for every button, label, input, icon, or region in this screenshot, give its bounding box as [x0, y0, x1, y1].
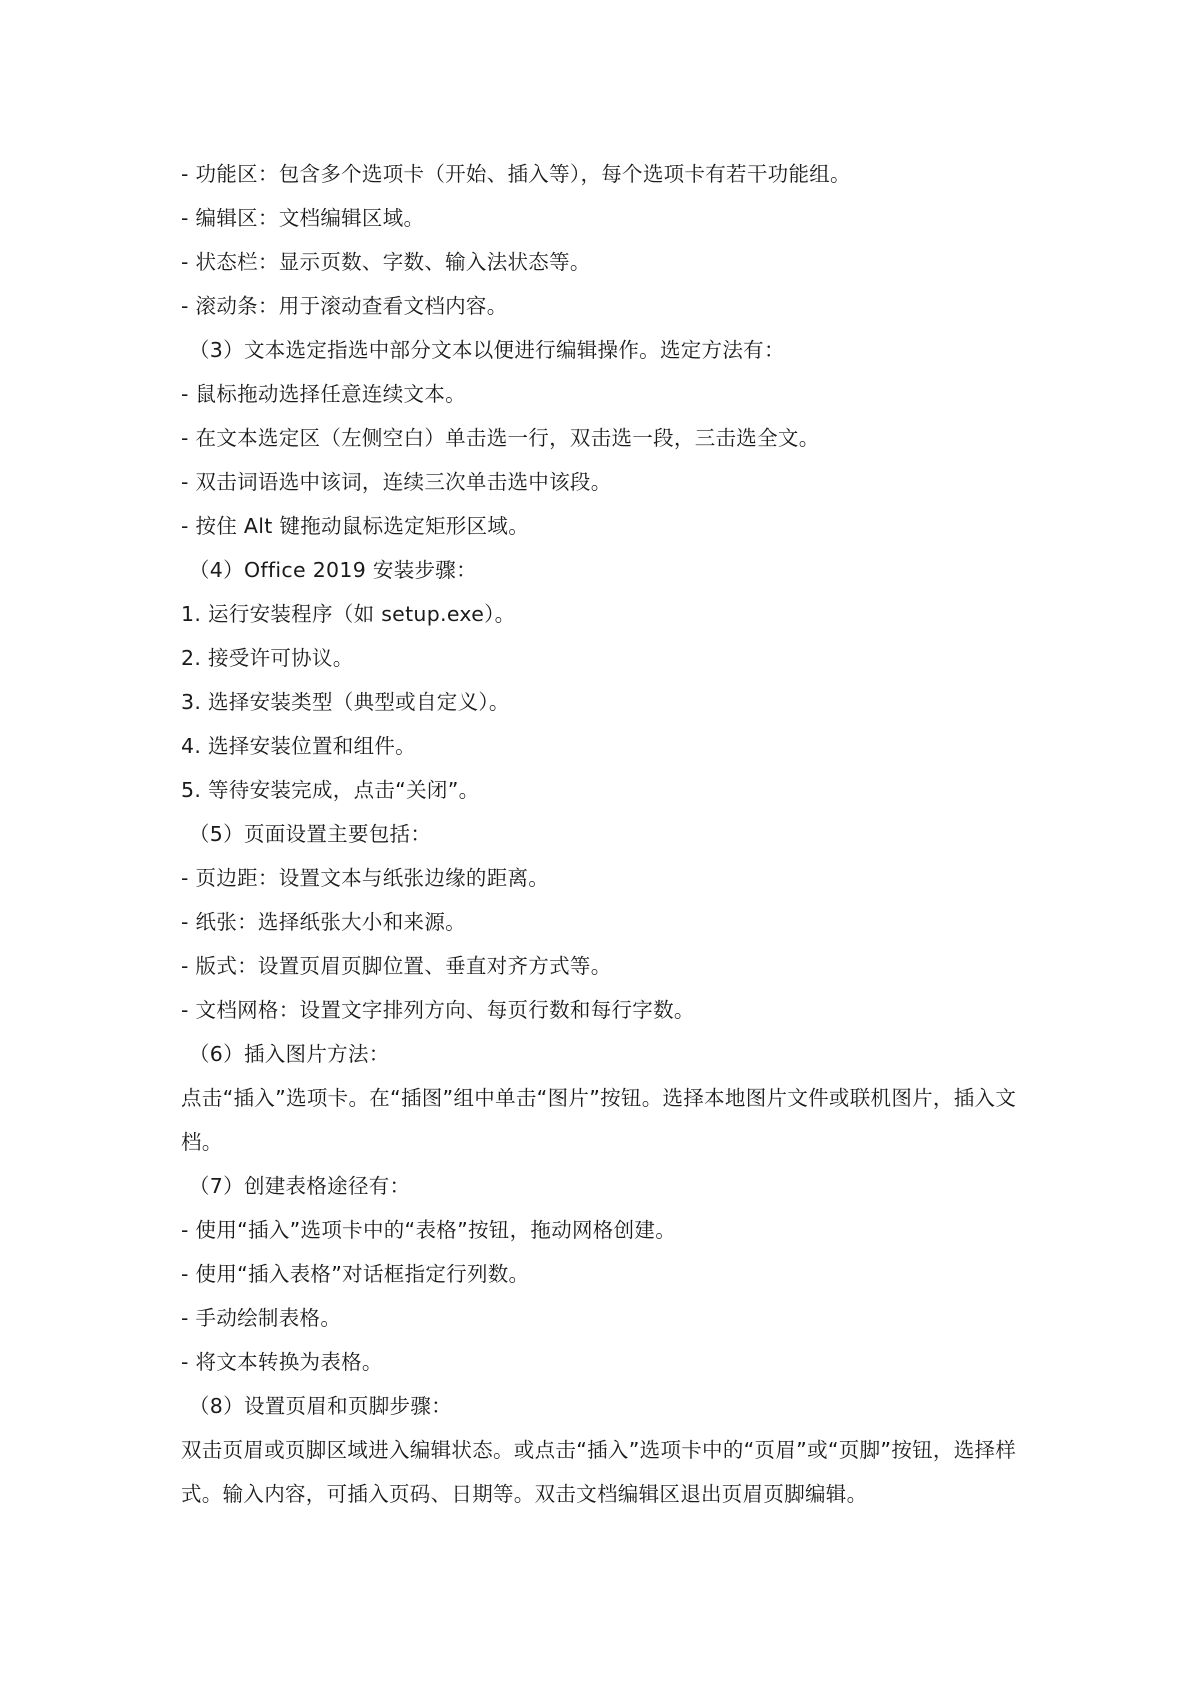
body-paragraph: 双击页眉或页脚区域进入编辑状态。或点击“插入”选项卡中的“页眉”或“页脚”按钮，选择样式。输入内容，可插入页码、日期等。双击文档编辑区退出页眉页脚编辑。: [181, 1438, 1017, 1506]
list-item: - 使用“插入表格”对话框指定行列数。: [181, 1262, 530, 1286]
section-heading: （6）插入图片方法：: [189, 1042, 390, 1066]
section-heading: （8）设置页眉和页脚步骤：: [189, 1394, 452, 1418]
list-item: - 鼠标拖动选择任意连续文本。: [181, 382, 466, 406]
list-item: - 双击词语选中该词，连续三次单击选中该段。: [181, 470, 612, 494]
numbered-step: 5. 等待安装完成，点击“关闭”。: [181, 778, 480, 802]
section-heading: （5）页面设置主要包括：: [189, 822, 432, 846]
list-item: - 版式：设置页眉页脚位置、垂直对齐方式等。: [181, 954, 612, 978]
list-item: - 使用“插入”选项卡中的“表格”按钮，拖动网格创建。: [181, 1218, 676, 1242]
list-item: - 将文本转换为表格。: [181, 1350, 383, 1374]
list-item: - 功能区：包含多个选项卡（开始、插入等），每个选项卡有若干功能组。: [181, 162, 851, 186]
numbered-step: 3. 选择安装类型（典型或自定义）。: [181, 690, 510, 714]
list-item: - 编辑区：文档编辑区域。: [181, 206, 425, 230]
list-item: - 按住 Alt 键拖动鼠标选定矩形区域。: [181, 514, 530, 538]
numbered-step: 1. 运行安装程序（如 setup.exe）。: [181, 602, 516, 626]
list-item: - 页边距：设置文本与纸张边缘的距离。: [181, 866, 550, 890]
list-item: - 状态栏：显示页数、字数、输入法状态等。: [181, 250, 591, 274]
list-item: - 文档网格：设置文字排列方向、每页行数和每行字数。: [181, 998, 695, 1022]
list-item: - 在文本选定区（左侧空白）单击选一行，双击选一段，三击选全文。: [181, 426, 820, 450]
section-heading: （3）文本选定指选中部分文本以便进行编辑操作。选定方法有：: [189, 338, 785, 362]
list-item: - 滚动条：用于滚动查看文档内容。: [181, 294, 508, 318]
section-heading: （7）创建表格途径有：: [189, 1174, 411, 1198]
document-body: [181, 152, 1021, 1516]
numbered-step: 4. 选择安装位置和组件。: [181, 734, 416, 758]
body-paragraph: 点击“插入”选项卡。在“插图”组中单击“图片”按钮。选择本地图片文件或联机图片，插入文档。: [181, 1086, 1017, 1154]
numbered-step: 2. 接受许可协议。: [181, 646, 354, 670]
list-item: - 纸张：选择纸张大小和来源。: [181, 910, 466, 934]
section-heading: （4）Office 2019 安装步骤：: [189, 558, 477, 582]
list-item: - 手动绘制表格。: [181, 1306, 342, 1330]
